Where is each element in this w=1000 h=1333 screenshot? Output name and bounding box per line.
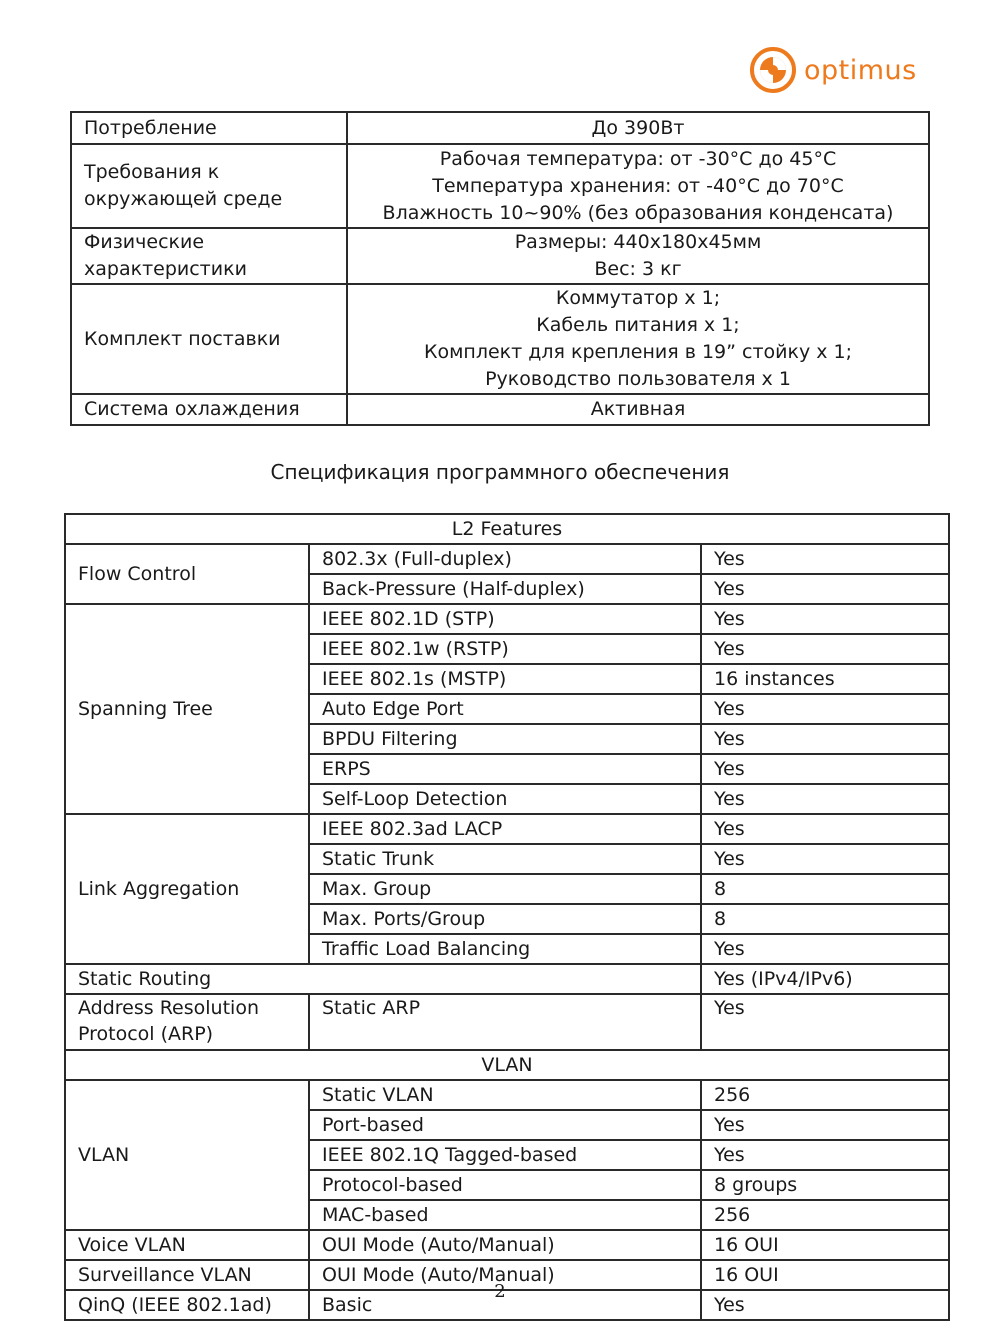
value-cell: Yes [701,1110,949,1140]
feature-cell: Static ARP [309,994,701,1050]
optimus-logo-icon [748,45,798,95]
value-cell: Активная [347,394,929,425]
feature-cell: Traffic Load Balancing [309,934,701,964]
group-label: Surveillance VLAN [65,1260,309,1290]
value-cell: Yes [701,994,949,1050]
group-label: Static Routing [65,964,701,994]
brand-logo [748,44,917,96]
value-cell: Yes [701,784,949,814]
table-row [65,1080,949,1110]
group-label: Address Resolution Protocol (ARP) [65,994,309,1050]
hardware-spec-table [70,111,930,426]
table-row [65,994,949,1050]
feature-cell: 802.3x (Full-duplex) [309,544,701,574]
feature-cell: IEEE 802.1Q Tagged-based [309,1140,701,1170]
feature-cell: IEEE 802.1w (RSTP) [309,634,701,664]
value-cell: Yes [701,814,949,844]
value-cell: Коммутатор х 1; Кабель питания х 1; Комплект для крепления в 19” стойку х 1; Руководство пользователя х 1 [347,284,929,394]
value-cell: 8 [701,904,949,934]
feature-cell: Max. Ports/Group [309,904,701,934]
table-header-row [65,1050,949,1080]
software-spec-table [64,513,950,1321]
value-cell: Рабочая температура: от -30°C до 45°C Температура хранения: от -40°C до 70°C Влажность 10~90% (без образования конденсата) [347,144,929,228]
group-label: Voice VLAN [65,1230,309,1260]
feature-cell: OUI Mode (Auto/Manual) [309,1230,701,1260]
l2-features-header: L2 Features [65,514,949,544]
feature-cell: Static Trunk [309,844,701,874]
param-cell: Требования к окружающей среде [71,144,347,228]
feature-cell: IEEE 802.3ad LACP [309,814,701,844]
vlan-header: VLAN [65,1050,949,1080]
table-row [65,964,949,994]
table-row [71,144,929,228]
table-row [65,604,949,634]
feature-cell: OUI Mode (Auto/Manual) [309,1260,701,1290]
value-cell: Yes [701,934,949,964]
section-title: Спецификация программного обеспечения [270,460,730,484]
feature-cell: MAC-based [309,1200,701,1230]
value-cell: Yes [701,1140,949,1170]
group-label: QinQ (IEEE 802.1ad) [65,1290,309,1320]
group-label: Flow Control [65,544,309,604]
value-cell: Yes [701,544,949,574]
value-cell: 16 OUI [701,1260,949,1290]
value-cell: Yes [701,754,949,784]
value-cell: 8 groups [701,1170,949,1200]
feature-cell: Static VLAN [309,1080,701,1110]
table-row [71,112,929,144]
feature-cell: Basic [309,1290,701,1320]
table-row [65,544,949,574]
feature-cell: Auto Edge Port [309,694,701,724]
group-label: Spanning Tree [65,604,309,814]
param-cell: Потребление [71,112,347,144]
table-row [65,814,949,844]
feature-cell: IEEE 802.1D (STP) [309,604,701,634]
value-cell: 256 [701,1080,949,1110]
value-cell: Yes (IPv4/IPv6) [701,964,949,994]
param-cell: Система охлаждения [71,394,347,425]
feature-cell: ERPS [309,754,701,784]
brand-name: optimus [804,54,917,86]
value-cell: Yes [701,694,949,724]
value-cell: Yes [701,604,949,634]
param-cell: Физические характеристики [71,228,347,284]
param-cell: Комплект поставки [71,284,347,394]
value-cell: До 390Вт [347,112,929,144]
value-cell: Yes [701,1290,949,1320]
value-cell: Yes [701,574,949,604]
group-label: Link Aggregation [65,814,309,964]
feature-cell: Max. Group [309,874,701,904]
value-cell: 16 OUI [701,1230,949,1260]
table-row [71,284,929,394]
table-row [71,228,929,284]
page-number: 2 [494,1281,506,1302]
value-cell: Yes [701,844,949,874]
value-cell: Yes [701,724,949,754]
feature-cell: Port-based [309,1110,701,1140]
feature-cell: Back-Pressure (Half-duplex) [309,574,701,604]
table-header-row [65,514,949,544]
feature-cell: Self-Loop Detection [309,784,701,814]
value-cell: Yes [701,634,949,664]
group-label: VLAN [65,1080,309,1230]
feature-cell: BPDU Filtering [309,724,701,754]
table-row [71,394,929,425]
value-cell: 16 instances [701,664,949,694]
feature-cell: IEEE 802.1s (MSTP) [309,664,701,694]
table-row [65,1230,949,1260]
feature-cell: Protocol-based [309,1170,701,1200]
value-cell: 256 [701,1200,949,1230]
value-cell: Размеры: 440x180x45мм Вес: 3 кг [347,228,929,284]
value-cell: 8 [701,874,949,904]
